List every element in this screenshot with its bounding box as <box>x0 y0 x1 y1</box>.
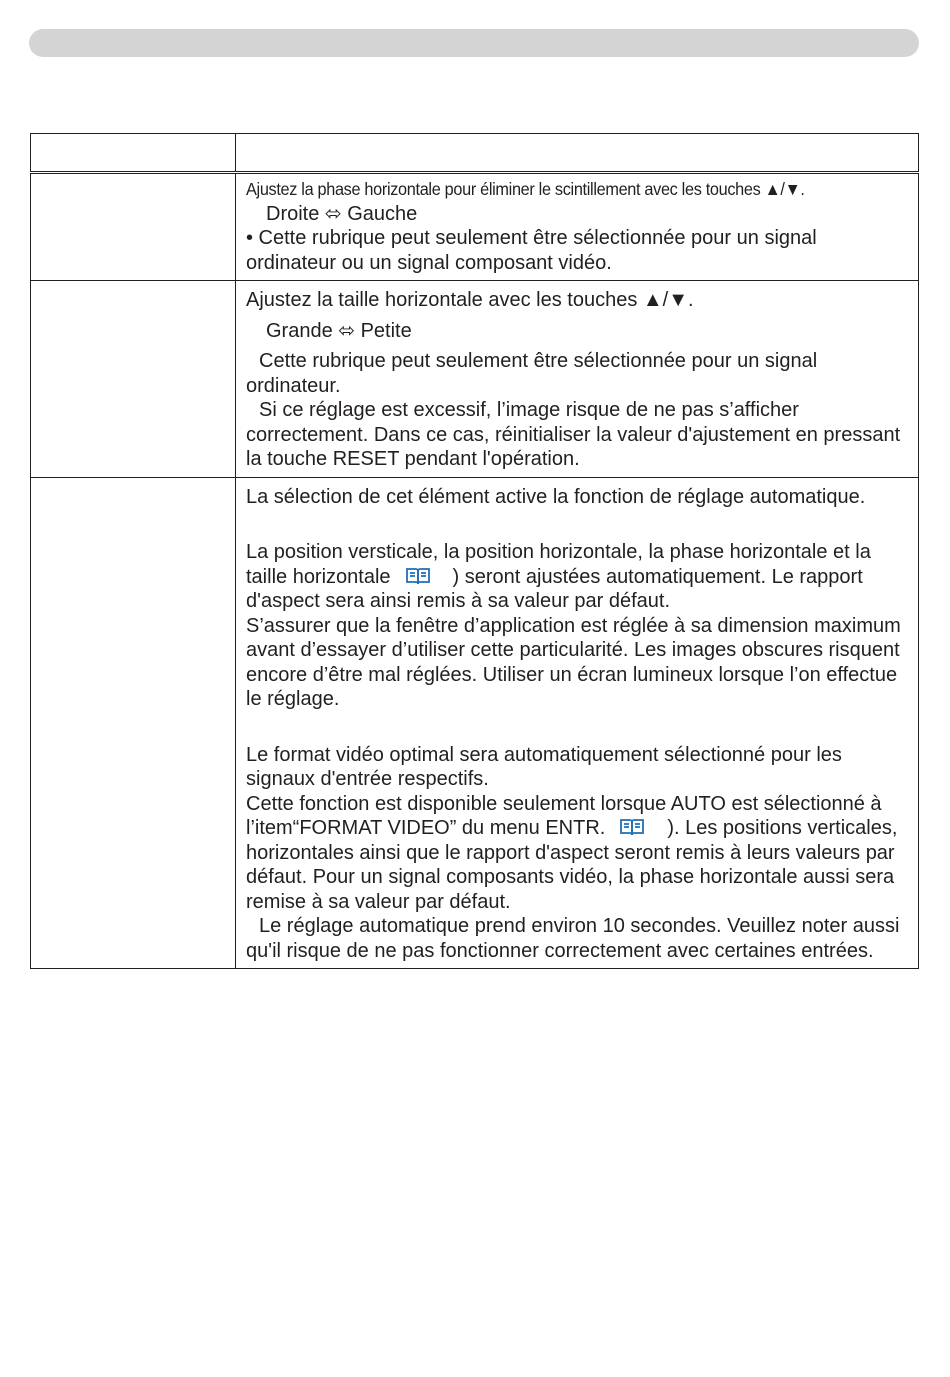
item-name-cell <box>31 477 236 969</box>
note-text: Cette rubrique peut seulement être sélectionnée pour un signal ordinateur. <box>246 350 818 397</box>
note-text: S’assurer que la fenêtre d’application est réglée à sa dimension maximum avant d’essayer d’utiliser cette particularité. Les images obscures risquent encore d’être mal réglées. Utiliser un écran lumineux lorsque l’on effectue le réglage. <box>246 614 901 710</box>
description-cell <box>236 173 919 281</box>
note-text: • Cette rubrique peut seulement être sélectionnée pour un signal ordinateur ou un signal composant vidéo. <box>246 227 817 274</box>
header-item-cell <box>31 134 236 173</box>
header-accent-bar <box>29 29 919 57</box>
book-reference-icon <box>405 566 431 586</box>
table-row <box>31 281 919 478</box>
note-text: Le réglage automatique prend environ 10 secondes. Veuillez noter aussi qu'il risque de ne pas fonctionner correctement avec certaines entrées. <box>246 915 900 962</box>
description-line: La sélection de cet élément active la fonction de réglage automatique. <box>246 485 866 508</box>
note-text: Si ce réglage est excessif, l’image risque de ne pas s’afficher correctement. Dans ce cas, réinitialiser la valeur d'ajustement en pressant la touche RESET pendant l'opération. <box>246 399 901 470</box>
format-video-text: Cette fonction est disponible seulement lorsque AUTO est sélectionné à l’item“FORMAT VIDEO” du menu ENTR. ). Les positions verticales, horizontales ainsi que le rapport d'aspect seront remis à leurs valeurs par défaut. Pour un signal composants vidéo, la phase horizontale aussi sera remise à sa valeur par défaut. <box>246 792 898 913</box>
video-format-text: Le format vidéo optimal sera automatiquement sélectionné pour les signaux d'entrée respectifs. <box>246 743 842 790</box>
table-header-row <box>31 134 919 173</box>
description-line: Ajustez la phase horizontale pour éliminer le scintillement avec les touches ▲/▼. <box>246 179 805 199</box>
description-line: Ajustez la taille horizontale avec les touches ▲/▼. <box>246 289 694 311</box>
option-range: Grande ⬄ Petite <box>266 319 412 342</box>
item-name-cell <box>31 173 236 281</box>
book-reference-icon <box>619 817 645 837</box>
table-row <box>31 173 919 281</box>
header-description-cell <box>236 134 919 173</box>
item-name-cell <box>31 281 236 478</box>
description-cell <box>236 477 919 969</box>
auto-adjust-text: La position versticale, la position horizontale, la phase horizontale et la taille horizontale ) seront ajustées automatiquement. Le rapport d'aspect sera ainsi remis à sa valeur par défaut. <box>246 541 871 612</box>
table-row <box>31 477 919 969</box>
menu-items-table <box>30 133 919 969</box>
option-range: Droite ⬄ Gauche <box>266 202 418 225</box>
description-cell <box>236 281 919 478</box>
